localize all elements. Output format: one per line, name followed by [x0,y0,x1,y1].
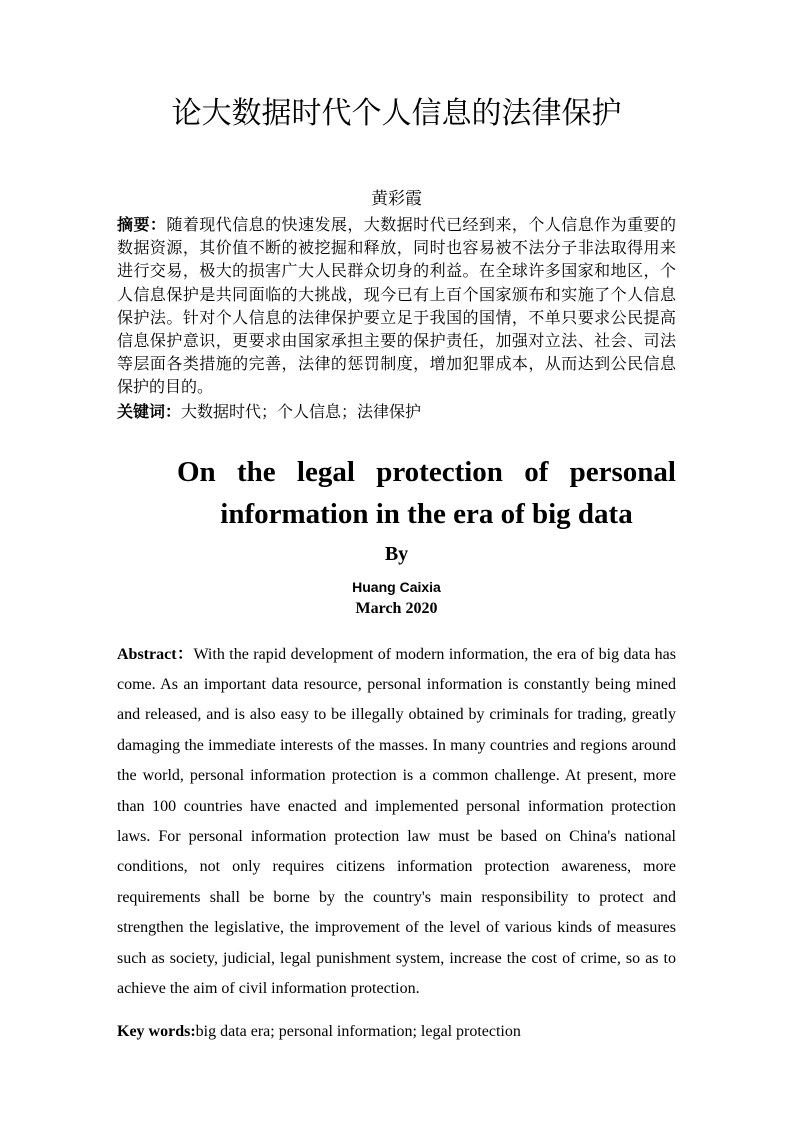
byline: By [384,542,409,565]
english-title-line1: On the legal protection of personal [177,455,676,488]
document-content [117,92,676,1044]
chinese-author: 黄彩霞 [371,189,422,208]
chinese-abstract [117,214,676,400]
english-keywords-label: Key words: [117,1022,196,1040]
english-author: Huang Caixia [352,578,441,595]
english-title [177,451,676,535]
english-abstract-label: Abstract： [117,645,194,663]
english-abstract [117,640,676,1005]
chinese-title: 论大数据时代个人信息的法律保护 [171,97,622,130]
english-abstract-text: With the rapid development of modern information, the era of big data has come. As an important data resource, personal information is constantly being mined and released, and is also easy to be illegally obtained by criminals for trading, greatly damaging the immediate interests of the masses. In many countries and regions around the world, personal information protection is a common challenge. At present, more than 100 countries have enacted and implemented personal information protection laws. For personal information protection law must be based on China's national conditions, not only requires citizens information protection awareness, more requirements shall be borne by the country's main responsibility to protect and strengthen the legislative, the improvement of the level of various kinds of measures such as society, judicial, legal punishment system, increase the cost of crime, so as to achieve the aim of civil information protection. [117,645,676,998]
date: March 2020 [355,599,438,617]
english-title-line2: information in the era of big data [220,497,633,530]
english-keywords [117,1020,676,1044]
chinese-keywords-text: 大数据时代；个人信息；法律保护 [181,403,422,421]
chinese-keywords [117,401,676,424]
chinese-abstract-label: 摘要： [117,217,167,234]
chinese-keywords-label: 关键词： [117,403,182,421]
english-keywords-text: big data era; personal information; legal protection [195,1022,521,1040]
chinese-abstract-text: 随着现代信息的快速发展，大数据时代已经到来，个人信息作为重要的数据资源，其价值不断的被挖掘和释放，同时也容易被不法分子非法取得用来进行交易，极大的损害广大人民群众切身的利益。在全球许多国家和地区，个人信息保护是共同面临的大挑战，现今已有上百个国家颁布和实施了个人信息保护法。针对个人信息的法律保护要立足于我国的国情，不单只要求公民提高信息保护意识，更要求由国家承担主要的保护责任，加强对立法、社会、司法等层面各类措施的完善，法律的惩罚制度，增加犯罪成本，从而达到公民信息保护的目的。 [117,217,676,397]
